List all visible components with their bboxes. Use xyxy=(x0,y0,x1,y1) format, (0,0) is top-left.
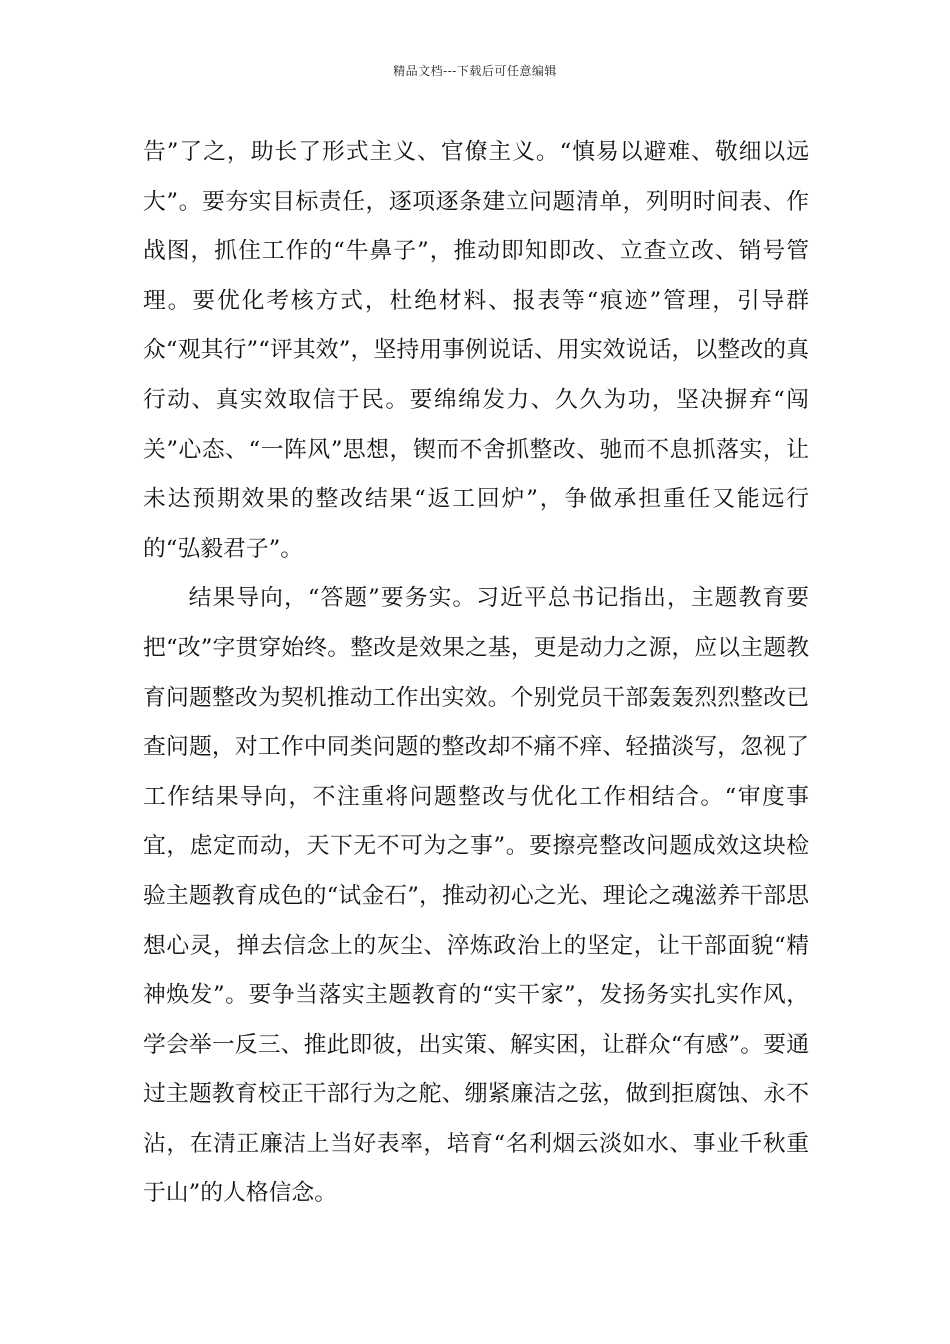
paragraph-results-oriented: 结果导向，“答题”要务实。习近平总书记指出，主题教育要把“改”字贯穿始终。整改是效果之基，更是动力之源，应以主题教育问题整改为契机推动工作出实效。个别党员干部轰轰烈烈整改已查问题，对工作中同类问题的整改却不痛不痒、轻描淡写，忽视了工作结果导向，不注重将问题整改与优化工作相结合。“审度事宜，虑定而动，天下无不可为之事”。要擦亮整改问题成效这块检验主题教育成色的“试金石”，推动初心之光、理论之魂滋养干部思想心灵，掸去信念上的灰尘、淬炼政治上的坚定，让干部面貌“精神焕发”。要争当落实主题教育的“实干家”，发扬务实扎实作风，学会举一反三、推此即彼，出实策、解实困，让群众“有感”。要通过主题教育校正干部行为之舵、绷紧廉洁之弦，做到拒腐蚀、永不沾，在清正廉洁上当好表率，培育“名利烟云淡如水、事业千秋重于山”的人格信念。 xyxy=(143,585,809,1207)
page-header: 精品文档---下载后可任意编辑 xyxy=(393,64,557,78)
paragraph-continuation: 告”了之，助长了形式主义、官僚主义。“慎易以避难、敬细以远大”。要夯实目标责任，逐项逐条建立问题清单，列明时间表、作战图，抓住工作的“牛鼻子”，推动即知即改、立查立改、销号管理。要优化考核方式，杜绝材料、报表等“痕迹”管理，引导群众“观其行”“评其效”，坚持用事例说话、用实效说话，以整改的真行动、真实效取信于民。要绵绵发力、久久为功，坚决摒弃“闯关”心态、“一阵风”思想，锲而不舍抓整改、驰而不息抓落实，让未达预期效果的整改结果“返工回炉”，争做承担重任又能远行的“弘毅君子”。 xyxy=(143,139,809,562)
document-body xyxy=(143,128,809,1219)
